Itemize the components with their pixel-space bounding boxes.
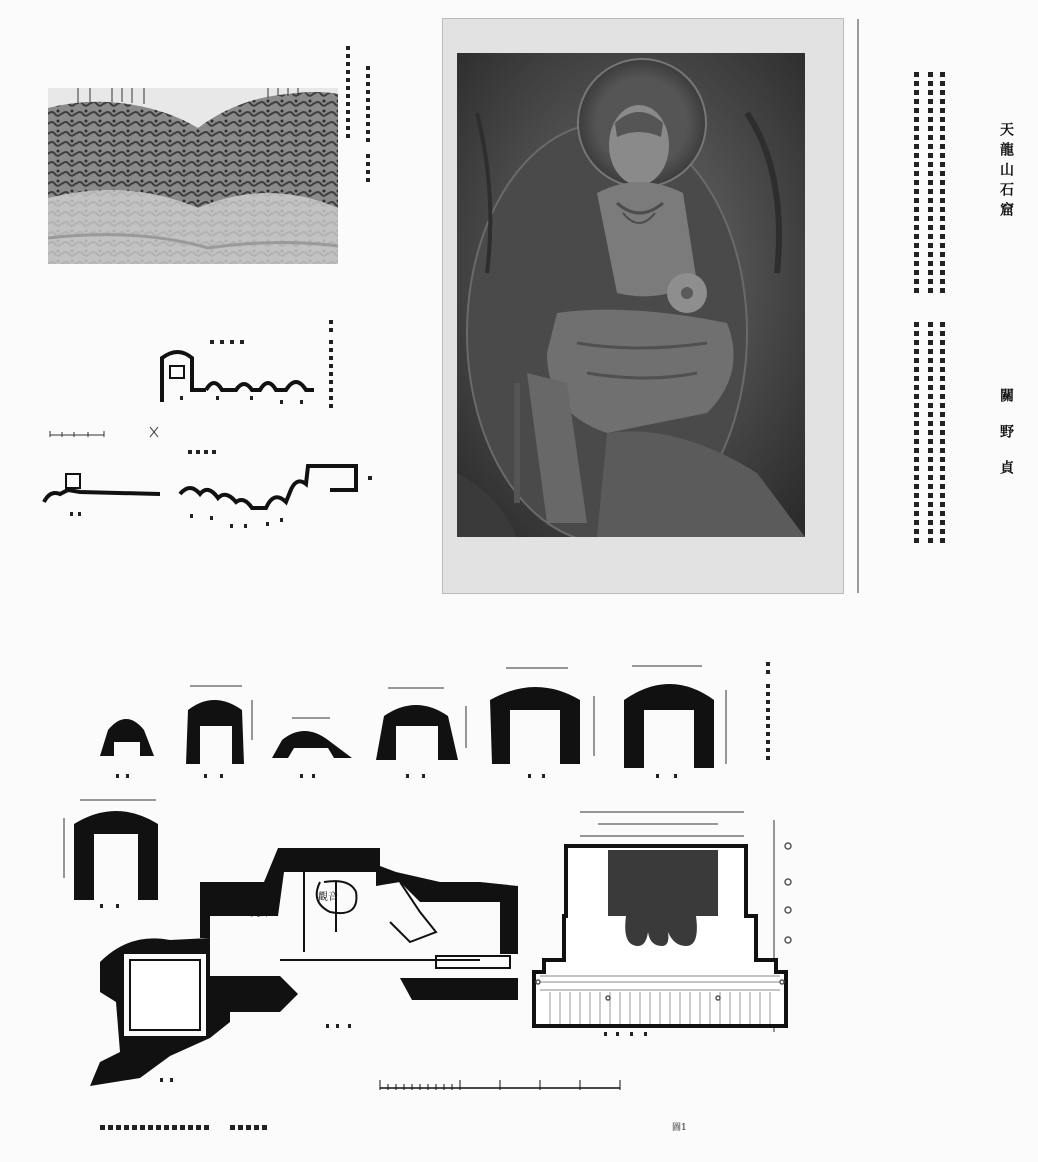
photo-page-edge: [857, 19, 859, 593]
page-number: 圖1: [672, 1123, 687, 1133]
cave-plans-caption: [762, 660, 776, 770]
main-cave-complex-plan: [80, 842, 520, 1092]
site-plan-lower: [40, 446, 380, 536]
mini-scale-bar: [48, 426, 168, 440]
bodhisattva-photo: [457, 53, 805, 537]
landscape-photo: [48, 88, 338, 264]
landscape-caption: [344, 42, 376, 192]
site-plan-caption: [326, 318, 338, 410]
site-plan-upper: [150, 330, 350, 410]
label-avalokitesvara: 觀音: [318, 892, 338, 903]
right-text-columns-upper: [910, 72, 950, 298]
label-manjusri: 文殊: [250, 908, 270, 919]
right-text-columns-lower: [910, 322, 950, 548]
page-title: 天龍山石窟: [998, 122, 1014, 222]
scale-bar: [374, 1066, 634, 1094]
bodhisattva-photo-frame: [442, 18, 844, 594]
bottom-caption-left: [100, 1118, 280, 1130]
cave-elevation-section: [530, 806, 810, 1040]
author-name: 關野貞: [998, 388, 1014, 496]
cave-plans-row: [96, 660, 816, 790]
